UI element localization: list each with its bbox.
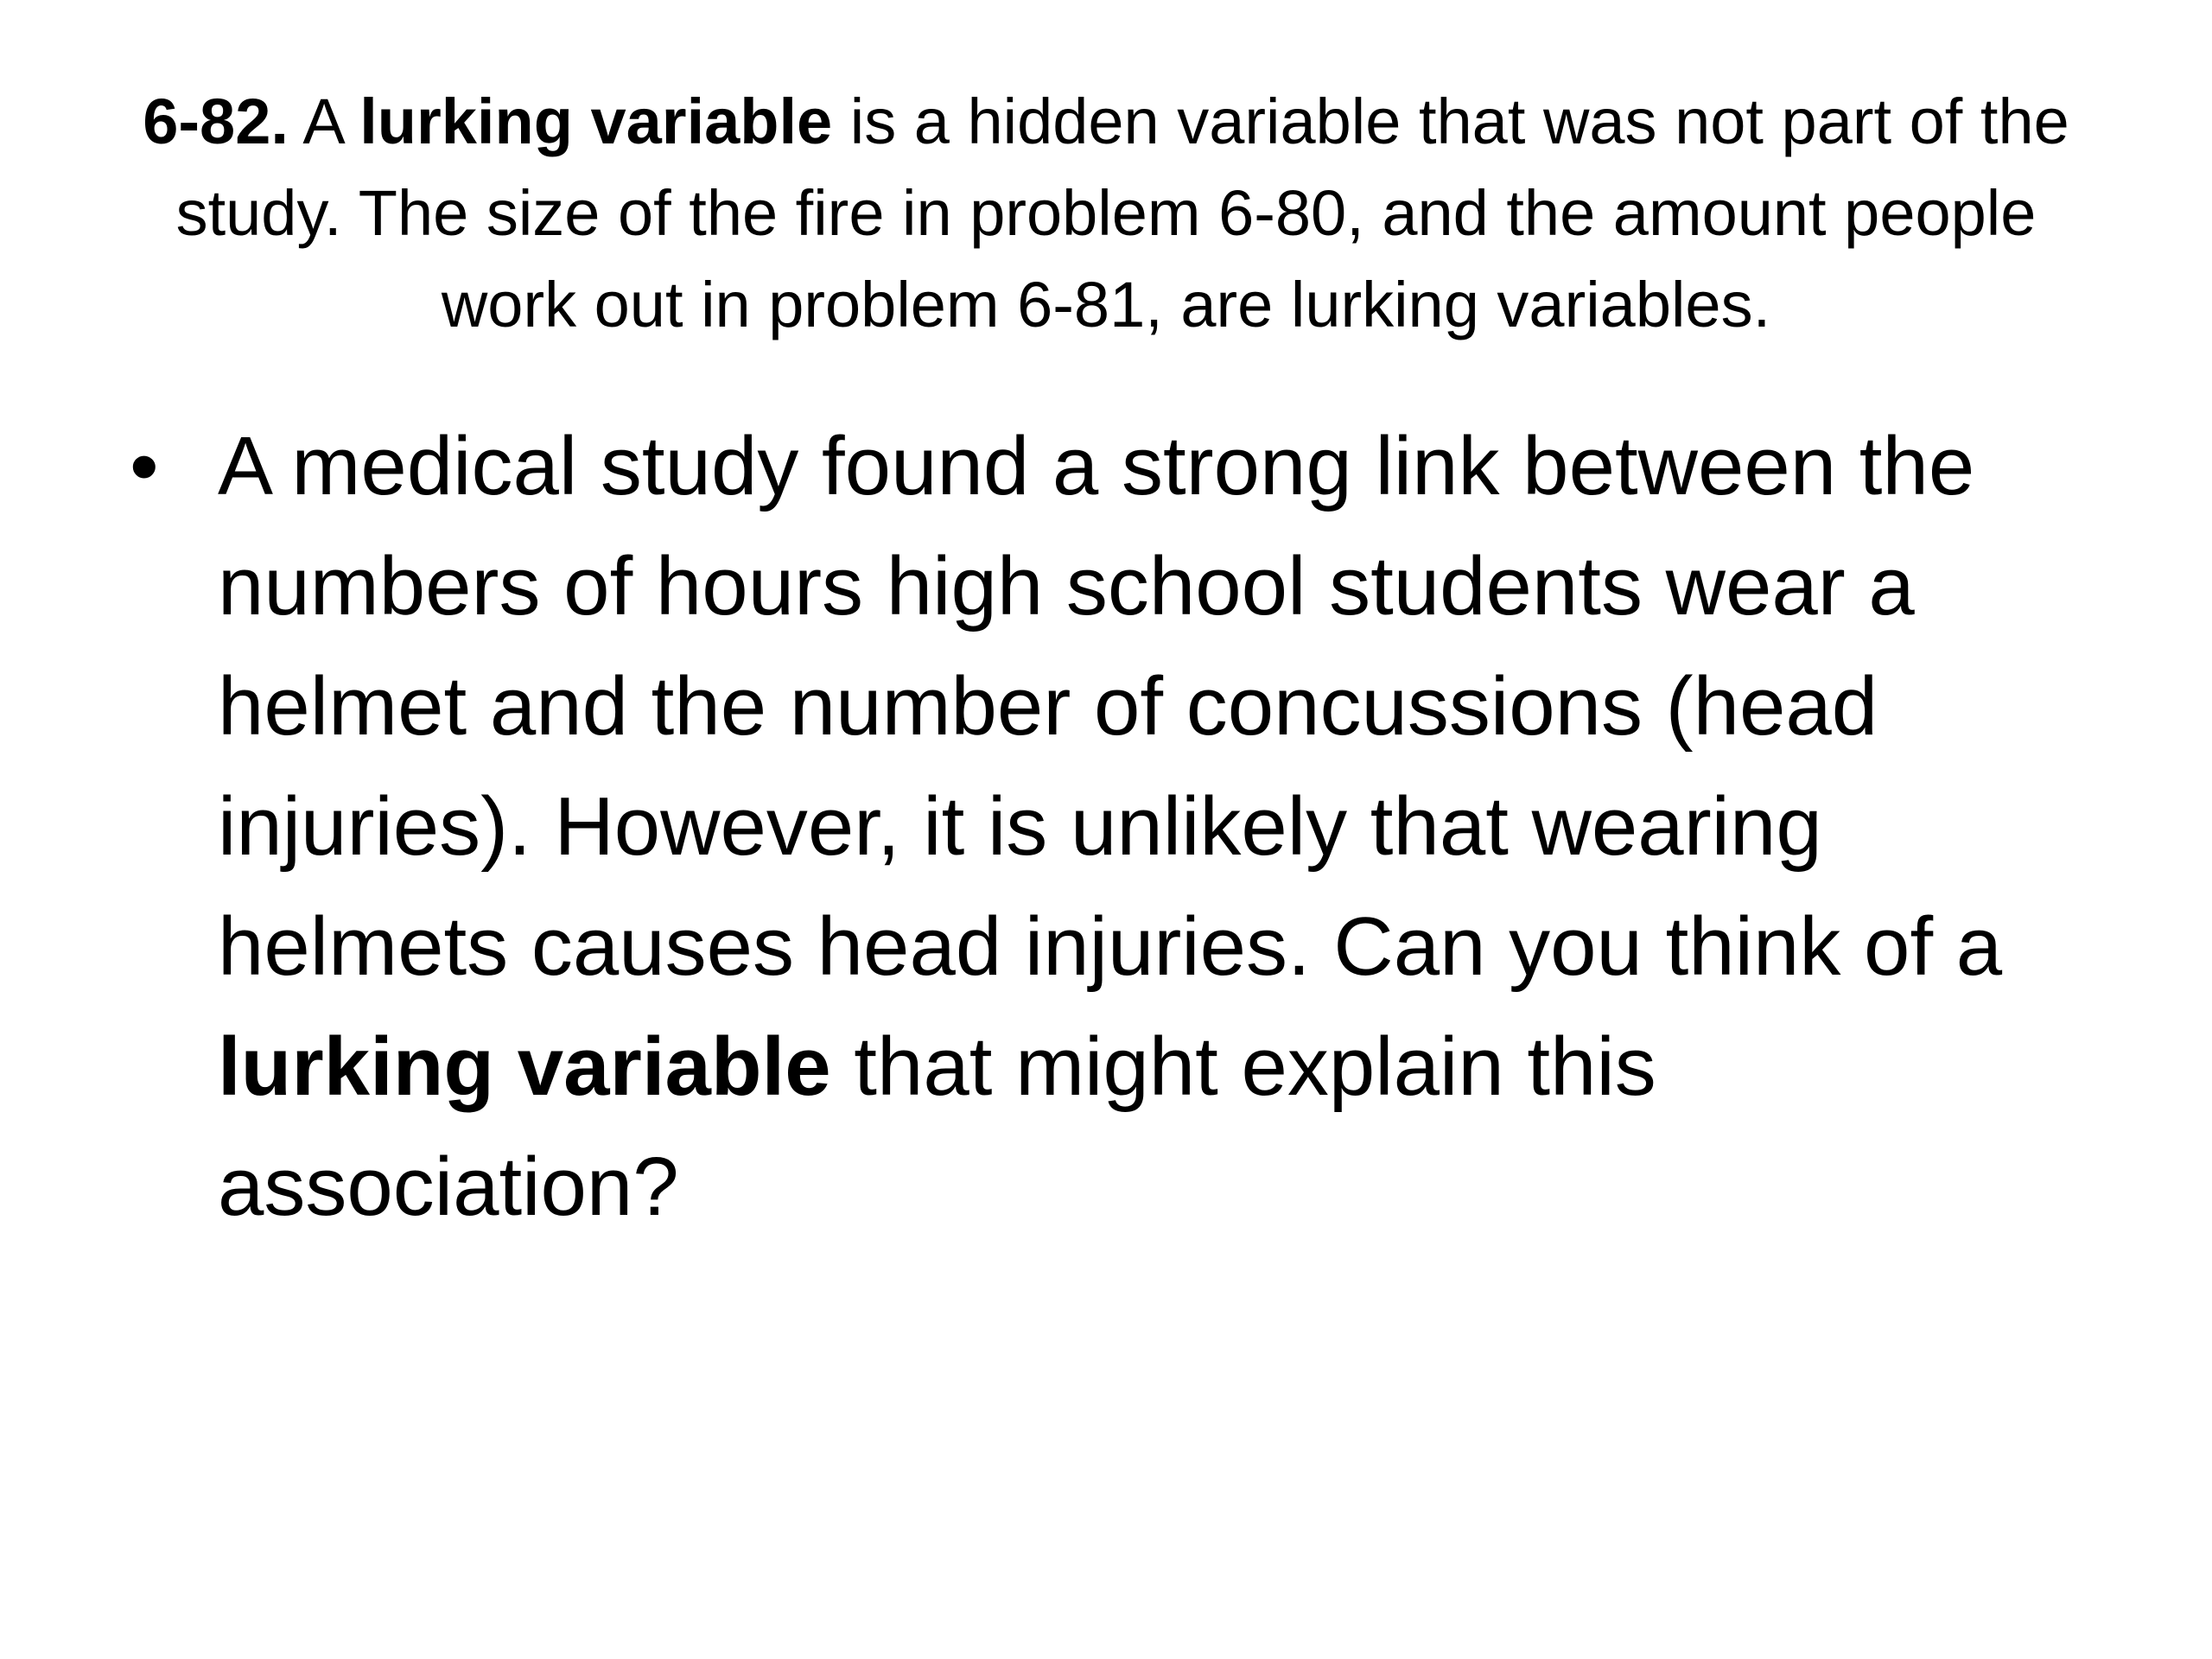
bullet-marker: •: [130, 420, 159, 512]
slide-title: [104, 76, 2108, 351]
title-text-part-2: is a hidden variable that was not part of the study. The size of the fire in problem 6-80, and the amount people work out in problem 6-81, are lurking variables.: [175, 86, 2069, 340]
bullet-list: [130, 406, 2117, 1247]
title-text-part-1: A: [288, 86, 360, 157]
problem-number: 6-82.: [143, 86, 289, 157]
title-term: lurking variable: [359, 86, 833, 157]
bullet-text-part-2: that might explain this association?: [218, 1020, 1656, 1233]
bullet-term: lurking variable: [218, 1020, 831, 1113]
bullet-item: [130, 406, 2117, 1247]
bullet-text-part-1: A medical study found a strong link between the numbers of hours high school students wear a helmet and the number of concussions (head injuries). However, it is unlikely that wearing helmets causes head injuries. Can you think of a: [218, 420, 2003, 993]
